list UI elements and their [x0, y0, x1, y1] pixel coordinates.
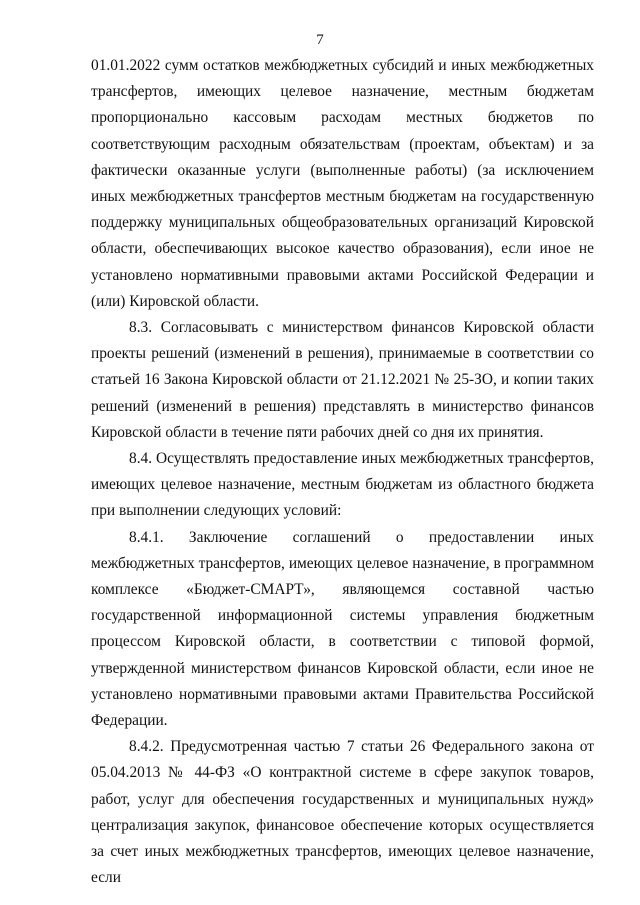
document-body: [91, 53, 594, 892]
page-number: 7: [316, 32, 324, 48]
paragraph-8-4: 8.4. Осуществлять предоставление иных межбюджетных трансфертов, имеющих целевое назначение, местным бюджетам из областного бюджета при выполнении следующих условий:: [91, 450, 594, 520]
paragraph-8-3: 8.3. Согласовывать с министерством финансов Кировской области проекты решений (изменений в решения), принимаемые в соответствии со статьей 16 Закона Кировской области от 21.12.2021 № 25-ЗО, и копии таких решений (изменений в решения) представлять в министерство финансов Кировской области в течение пяти рабочих дней со дня их принятия.: [91, 319, 594, 441]
paragraph-8-4-1: 8.4.1. Заключение соглашений о предоставлении иных межбюджетных трансфертов, имеющих целевое назначение, в программном комплексе «Бюджет-СМАРТ», являющемся составной частью государственной информационной системы управления бюджетным процессом Кировской области, в соответствии с типовой формой, утвержденной министерством финансов Кировской области, если иное не установлено нормативными правовыми актами Правительства Российской Федерации.: [91, 528, 594, 730]
paragraph-8-4-2: 8.4.2. Предусмотренная частью 7 статьи 26 Федерального закона от 05.04.2013 № 44-ФЗ «О контрактной системе в сфере закупок товаров, работ, услуг для обеспечения государственных и муниципальных нужд» централизация закупок, финансовое обеспечение которых осуществляется за счет иных межбюджетных трансфертов, имеющих целевое назначение, если: [91, 738, 594, 887]
paragraph-continuation: 01.01.2022 сумм остатков межбюджетных субсидий и иных межбюджетных трансфертов, имеющих целевое назначение, местным бюджетам пропорционально кассовым расходам местных бюджетов по соответствующим расходным обязательствам (проектам, объектам) и за фактически оказанные услуги (выполненные работы) (за исключением иных межбюджетных трансфертов местным бюджетам на государственную поддержку муниципальных общеобразовательных организаций Кировской области, обеспечивающих высокое качество образования), если иное не установлено нормативными правовыми актами Российской Федерации и (или) Кировской области.: [91, 57, 594, 310]
